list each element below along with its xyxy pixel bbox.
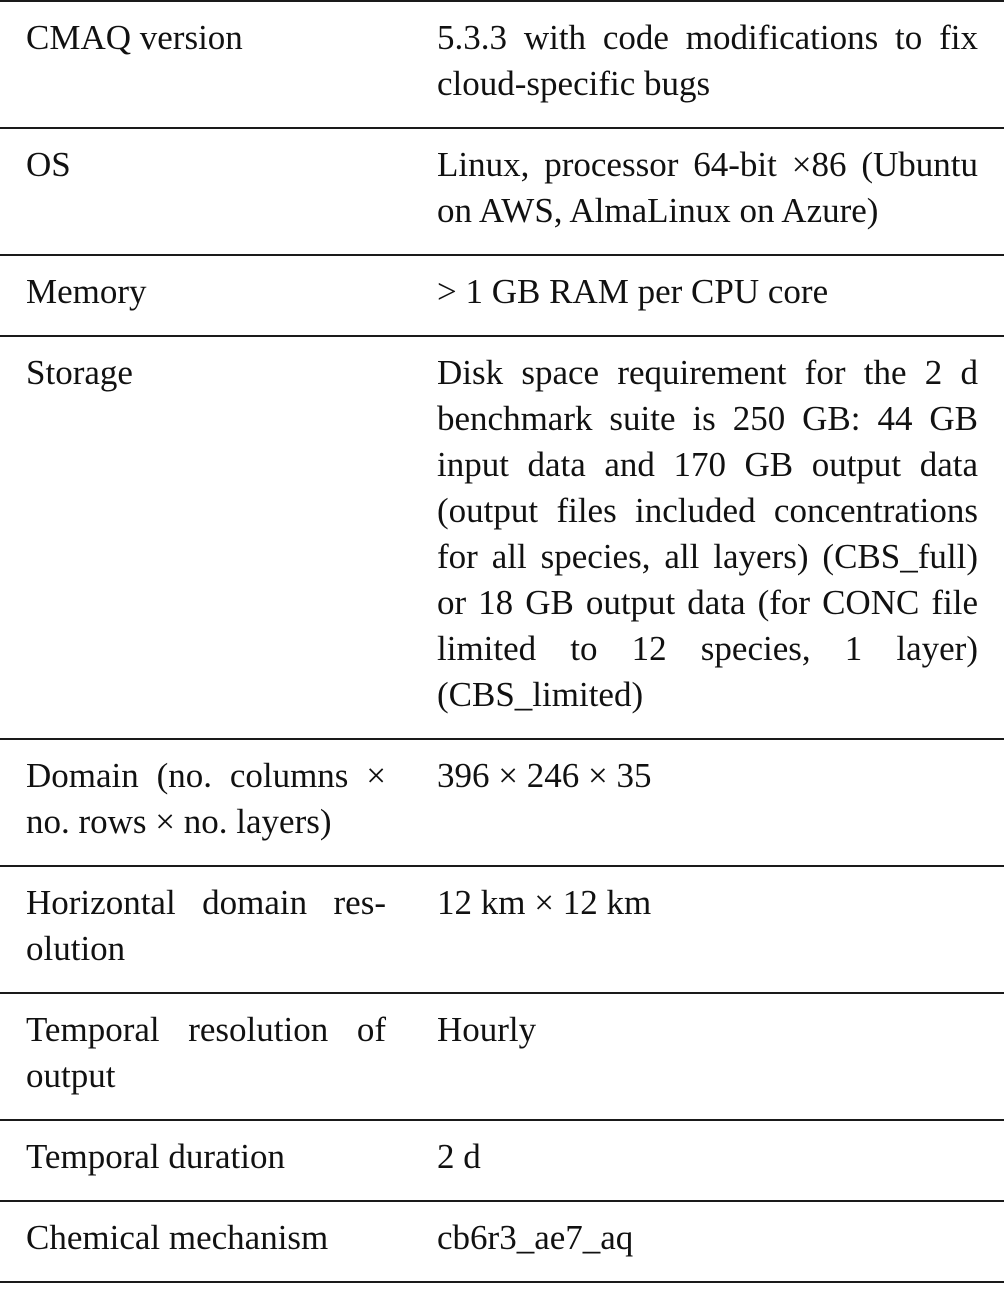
row-value: cb6r3_ae7_aq	[437, 1218, 634, 1257]
row-label: Temporal resolution of output	[26, 1010, 386, 1095]
row-label: Storage	[26, 353, 133, 392]
row-value: Disk space requirement for the 2 d benchmark suite is 250 GB: 44 GB input data and 170 GB output data (output files included concentrations for all species, all layers) (CBS_full) or 18 GB output data (for CONC file limited to 12 species, 1 layer) (CBS_limited)	[437, 353, 978, 714]
table-row	[0, 128, 1004, 255]
table-row	[0, 866, 1004, 993]
row-label: Memory	[26, 272, 147, 311]
row-label: CMAQ version	[26, 18, 243, 57]
table-row	[0, 336, 1004, 739]
row-value: 2 d	[437, 1137, 481, 1176]
table-row	[0, 255, 1004, 336]
row-value: 396 × 246 × 35	[437, 756, 652, 795]
row-label: Temporal duration	[26, 1137, 285, 1176]
row-label: Chemical mechanism	[26, 1218, 329, 1257]
table-row	[0, 739, 1004, 866]
row-value: Linux, processor 64-bit ×86 (Ubuntu on AWS, AlmaLinux on Azure)	[437, 145, 978, 230]
table-row	[0, 1120, 1004, 1201]
row-value: > 1 GB RAM per CPU core	[437, 272, 829, 311]
table-row	[0, 1, 1004, 128]
table-row	[0, 993, 1004, 1120]
row-value: 12 km × 12 km	[437, 883, 652, 922]
table-row	[0, 1201, 1004, 1282]
row-value: Hourly	[437, 1010, 537, 1049]
row-label: OS	[26, 145, 71, 184]
row-label: Horizontal domain resolution	[26, 883, 386, 968]
row-value: 5.3.3 with code modifications to fix cloud-specific bugs	[437, 18, 978, 103]
row-label: Domain (no. columns × no. rows × no. layers)	[26, 756, 386, 841]
